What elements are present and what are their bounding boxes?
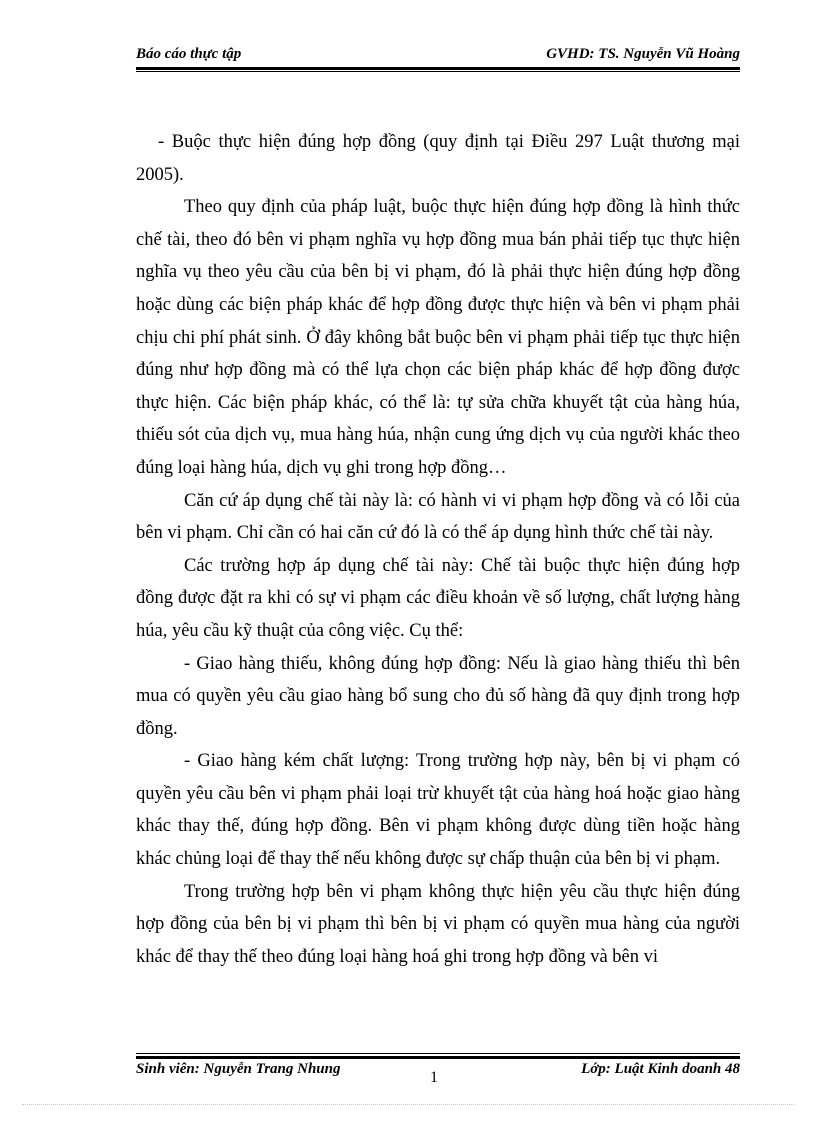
footer-rule [136,1056,740,1059]
page-number: 1 [430,1069,438,1086]
page-header [136,46,740,66]
page-footer [136,1061,740,1085]
document-body [136,126,740,973]
paragraph: - Giao hàng thiếu, không đúng hợp đồng: Nếu là giao hàng thiếu thì bên mua có quyền yêu cầu giao hàng bổ sung cho đủ số hàng đã quy định trong hợp đồng. [136,653,740,739]
footer-rule-thin [136,1053,740,1054]
header-supervisor: GVHD: TS. Nguyễn Vũ Hoàng [546,46,740,62]
page-bottom-divider [22,1104,794,1105]
paragraph: Theo quy định của pháp luật, buộc thực hiện đúng hợp đồng là hình thức chế tài, theo đó bên vi phạm nghĩa vụ hợp đồng mua bán phải tiếp tục thực hiện nghĩa vụ theo yêu cầu của bên bị vi phạm, đó là phải thực hiện đúng hợp đồng hoặc dùng các biện pháp khác để hợp đồng được thực hiện và bên vi phạm phải chịu chi phí phát sinh. Ở đây không bắt buộc bên vi phạm phải tiếp tục thực hiện đúng như hợp đồng mà có thể lựa chọn các biện pháp khác để hợp đồng được thực hiện. Các biện pháp khác, có thể là: tự sửa chữa khuyết tật của hàng húa, thiếu sót của dịch vụ, mua hàng húa, nhận cung ứng dịch vụ của người khác theo đúng loại hàng húa, dịch vụ ghi trong hợp đồng… [136,197,740,478]
header-rule-thin [136,71,740,72]
paragraph: - Buộc thực hiện đúng hợp đồng (quy định tại Điều 297 Luật thương mại 2005). [136,132,740,185]
paragraph: Trong trường hợp bên vi phạm không thực hiện yêu cầu thực hiện đúng hợp đồng của bên bị vi phạm thì bên bị vi phạm có quyền mua hàng của người khác để thay thế theo đúng loại hàng hoá ghi trong hợp đồng và bên vi [136,881,740,967]
footer-class: Lớp: Luật Kinh doanh 48 [581,1061,740,1077]
paragraph: - Giao hàng kém chất lượng: Trong trường hợp này, bên bị vi phạm có quyền yêu cầu bên vi phạm phải loại trừ khuyết tật của hàng hoá hoặc giao hàng khác thay thế, đúng hợp đồng. Bên vi phạm không được dùng tiền hoặc hàng khác chủng loại để thay thế nếu không được sự chấp thuận của bên bị vi phạm. [136,751,740,870]
paragraph: Các trường hợp áp dụng chế tài này: Chế tài buộc thực hiện đúng hợp đồng được đặt ra khi có sự vi phạm các điều khoản về số lượng, chất lượng hàng húa, yêu cầu kỹ thuật của công việc. Cụ thể: [136,555,740,641]
header-rule [136,67,740,70]
footer-student: Sinh viên: Nguyễn Trang Nhung [136,1061,341,1077]
paragraph: Căn cứ áp dụng chế tài này là: có hành vi vi phạm hợp đồng và có lỗi của bên vi phạm. Chỉ cần có hai căn cứ đó là có thể áp dụng hình thức chế tài này. [136,490,740,544]
header-report-title: Báo cáo thực tập [136,46,242,62]
